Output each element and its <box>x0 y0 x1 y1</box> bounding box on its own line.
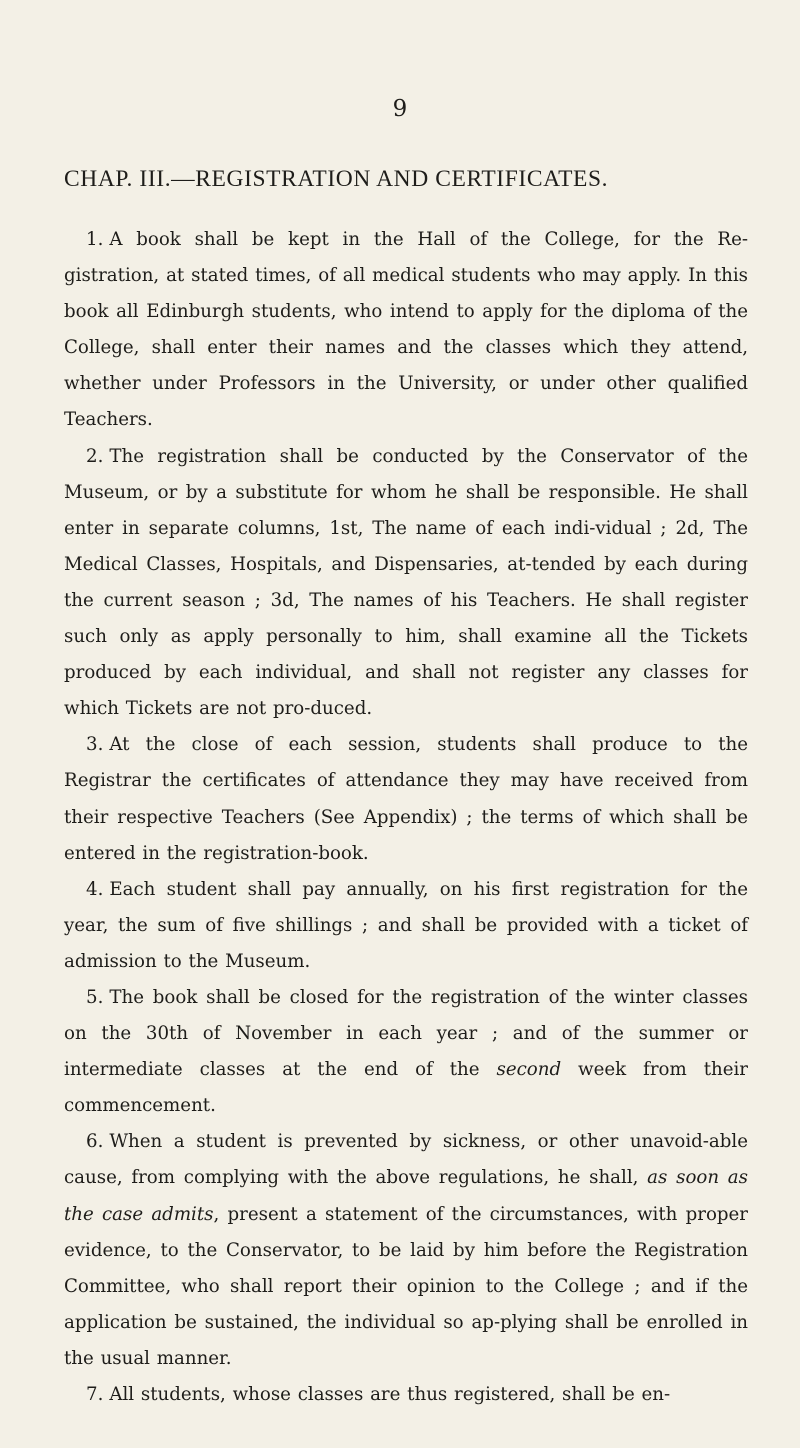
paragraph-number: 3. <box>86 734 104 756</box>
body-text <box>64 222 748 1413</box>
emphasized-text: as soon as the case admits <box>64 1167 748 1225</box>
paragraph-7 <box>64 1377 748 1413</box>
paragraph-4 <box>64 872 748 980</box>
paragraph-text: Each student shall pay annually, on his first registration for the year, the sum of five shillings ; and shall be provided with a ticket of admission to the Museum. <box>64 878 748 972</box>
paragraph-number: 2. <box>86 445 104 467</box>
paragraph-text: A book shall be kept in the Hall of the College, for the Re-gistration, at stated times, of all medical students who may apply. In this book all Edinburgh students, who intend to apply for the diploma of the College, shall enter their names and the classes which they attend, whether under Professors in the University, or under other qualified Teachers. <box>64 229 748 431</box>
paragraph-2 <box>64 439 748 728</box>
paragraph-text: , present a statement of the circumstances, with proper evidence, to the Conservator, to be laid by him before the Registration Committee, who shall report their opinion to the College ; and if the application be sustained, the individual so ap-plying shall be enrolled in the usual manner. <box>64 1203 748 1369</box>
paragraph-number: 6. <box>86 1131 104 1153</box>
paragraph-6 <box>64 1124 748 1377</box>
paragraph-number: 1. <box>86 229 104 250</box>
paragraph-5 <box>64 980 748 1124</box>
page-number: 9 <box>392 96 408 122</box>
paragraph-text: The book shall be closed for the registration of the winter classes on the 30th of November in each year ; and of the summer or intermediate classes at the end of the <box>64 986 748 1081</box>
paragraph-number: 7. <box>86 1384 104 1405</box>
paragraph-number: 4. <box>86 878 104 900</box>
paragraph-number: 5. <box>86 986 104 1008</box>
paragraph-text: week from their commencement. <box>64 1059 748 1117</box>
paragraph-text: When a student is prevented by sickness, or other unavoid-able cause, from complying with the above regulations, he shall, <box>64 1131 748 1189</box>
paragraph-text: All students, whose classes are thus registered, shall be en- <box>109 1384 671 1405</box>
paragraph-text: At the close of each session, students shall produce to the Registrar the certificates of attendance they may have received from their respective Teachers (See Appendix) ; the terms of which shall be entered in the registration-book. <box>64 734 748 864</box>
paragraph-3 <box>64 727 748 871</box>
chapter-heading: CHAP. III.—REGISTRATION AND CERTIFICATES. <box>64 166 609 192</box>
paragraph-1 <box>64 222 748 439</box>
emphasized-text: second <box>496 1059 562 1081</box>
paragraph-text: The registration shall be conducted by the Conservator of the Museum, or by a substitute for whom he shall be responsible. He shall enter in separate columns, 1st, The name of each indi-vidual ; 2d, The Medical Classes, Hospitals, and Dispensaries, at-tended by each during the current season ; 3d, The names of his Teachers. He shall register such only as apply personally to him, shall examine all the Tickets produced by each individual, and shall not register any classes for which Tickets are not pro-duced. <box>64 445 748 720</box>
